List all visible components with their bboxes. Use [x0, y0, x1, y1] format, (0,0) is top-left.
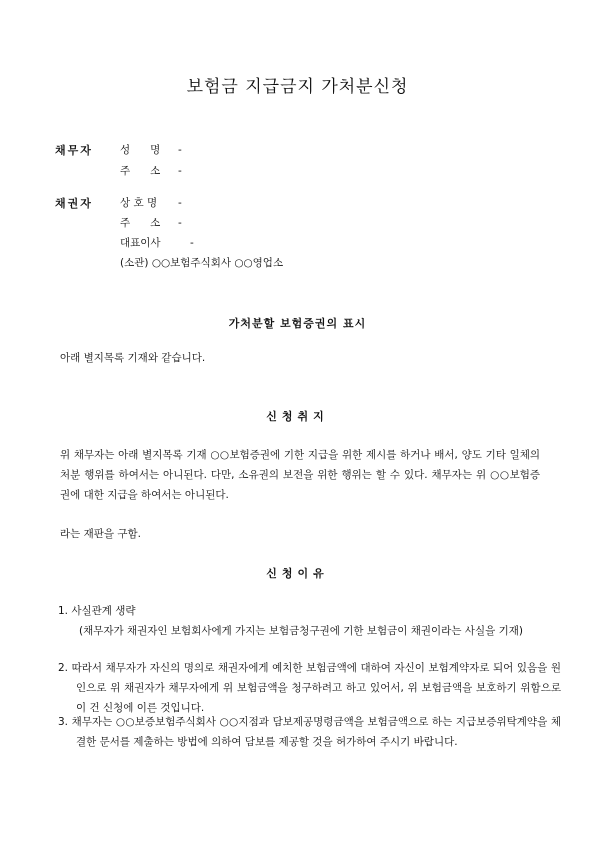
reason-item-number: 2. [58, 662, 69, 674]
purpose-closing: 라는 재판을 구함. [60, 528, 142, 540]
creditor-ceo-label: 대표이사 [120, 237, 161, 249]
reason-item-text: 채무자는 ○○보증보험주식회사 ○○지점과 담보제공명령금액을 보험금액으로 하는 지급보증위탁계약을 체결한 문서를 제출하는 방법에 의하여 담보를 제공할 것을 허가하여 주시기 바랍니다. [71, 716, 561, 748]
debtor-address-value: - [178, 165, 182, 177]
debtor-label: 채무자 [55, 144, 93, 157]
purpose-heading: 신청취지 [266, 410, 329, 423]
debtor-name-field [120, 142, 182, 157]
display-heading: 가처분할 보험증권의 표시 [228, 317, 367, 330]
reason-item-text: 따라서 채무자가 자신의 명의로 채권자에게 예치한 보험금액에 대하여 자신이 보험계약자로 되어 있음을 원인으로 위 채권자가 채무자에게 위 보험금액을 청구하려고 하고 있어서, 위 보험금액을 보호하기 위함으로 이 건 신청에 이른 것입니다. [71, 662, 561, 714]
creditor-ceo-field [120, 235, 194, 250]
reason-item [58, 712, 561, 752]
reason-item-number: 1. [58, 605, 69, 617]
reason-item-text: 사실관계 생략 [71, 605, 136, 617]
creditor-company-value: - [178, 197, 182, 209]
creditor-branch: (소관) ○○보험주식회사 ○○영업소 [120, 257, 284, 269]
creditor-address-label: 주 소 [120, 217, 161, 229]
creditor-ceo-value: - [190, 237, 194, 249]
creditor-company-field [120, 195, 182, 210]
reason-heading: 신청이유 [266, 567, 329, 580]
debtor-name-label: 성 명 [120, 144, 161, 156]
creditor-label: 채권자 [55, 197, 93, 210]
purpose-text: 위 채무자는 아래 별지목록 기재 ○○보험증권에 기한 지급을 위한 제시를 하거나 배서, 양도 기타 일체의 처분 행위를 하여서는 아니된다. 다만, 소유권의 보전을 위한 행위는 할 수 있다. 채무자는 위 ○○보험증권에 대한 지급을 하여서는 아니된다. [60, 449, 540, 501]
display-text: 아래 별지목록 기재와 같습니다. [60, 352, 206, 364]
reason-item1-note: (채무자가 채권자인 보험회사에게 가지는 보험금청구권에 기한 보험금이 채권이라는 사실을 기재) [79, 625, 523, 637]
debtor-name-value: - [178, 144, 182, 156]
creditor-address-value: - [178, 217, 182, 229]
debtor-address-label: 주 소 [120, 165, 161, 177]
reason-item [58, 658, 561, 718]
creditor-address-field [120, 215, 182, 230]
document-title: 보험금 지급금지 가처분신청 [186, 77, 409, 97]
reason-item [58, 601, 561, 621]
reason-item-number: 3. [58, 716, 69, 728]
debtor-address-field [120, 163, 182, 178]
creditor-company-label: 상 호 명 [120, 197, 158, 209]
